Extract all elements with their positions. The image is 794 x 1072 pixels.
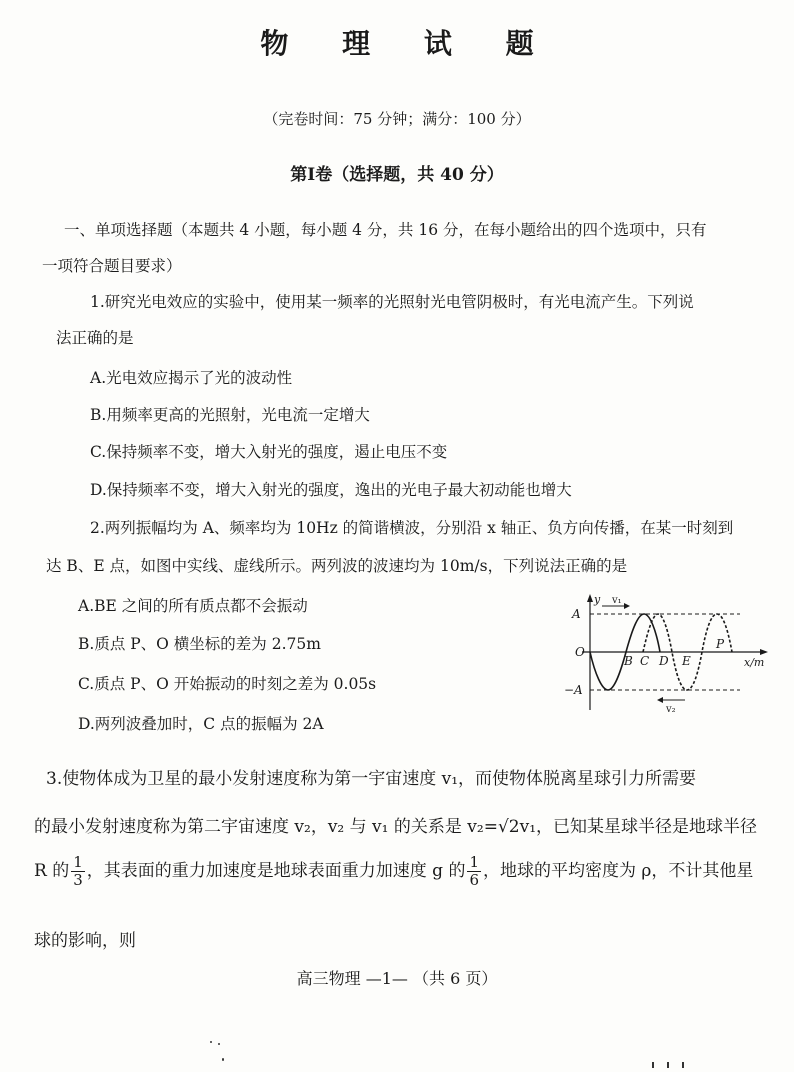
fraction-1-denominator: 3 [73,871,83,889]
point-c-label: C [640,654,650,668]
x-axis-arrow [760,649,768,655]
scan-speck [218,1043,220,1045]
wave-diagram [560,592,774,716]
q2-stem-line1: 2.两列振幅均为 A、频率均为 10Hz 的简谐横波，分别沿 x 轴正、负方向传播，在某一时刻到 [90,519,734,537]
point-p-label: P [716,637,725,651]
fraction-one-sixth [467,854,481,889]
v1-arrowhead [624,603,630,609]
q1-option-d: D.保持频率不变，增大入射光的强度，逸出的光电子最大初动能也增大 [90,481,572,499]
q3-stem-line1: 3.使物体成为卫星的最小发射速度称为第一宇宙速度 v₁，而使物体脱离星球引力所需要 [46,769,697,789]
v2-label: v₂ [666,704,676,715]
point-b-label: B [624,654,633,668]
page-title: 物 理 试 题 [260,27,556,60]
page-footer: 高三物理 —1— （共 6 页） [296,969,498,988]
q3-line3-part-b: ，其表面的重力加速度是地球表面重力加速度 g 的 [86,861,466,881]
q1-stem-line1: 1.研究光电效应的实验中，使用某一频率的光照射光电管阴极时，有光电流产生。下列说 [90,293,694,311]
scan-speck [222,1058,224,1061]
q2-option-c: C.质点 P、O 开始振动的时刻之差为 0.05s [78,675,377,693]
fraction-2-numerator: 1 [469,853,480,871]
section-heading: 第Ⅰ卷（选择题，共 40 分） [290,165,504,185]
q1-option-a: A.光电效应揭示了光的波动性 [90,369,293,387]
point-d-label: D [659,654,669,668]
scan-speck [652,1062,654,1068]
point-e-label: E [682,654,691,668]
q1-option-c: C.保持频率不变，增大入射光的强度，遏止电压不变 [90,443,448,461]
q1-stem-line2: 法正确的是 [56,329,134,347]
v2-arrowhead [657,697,663,703]
y-axis-label: y [594,593,601,606]
q3-stem-line3 [34,854,753,889]
q2-option-b: B.质点 P、O 横坐标的差为 2.75m [78,635,321,653]
q3-stem-line4: 球的影响，则 [34,931,136,951]
fraction-2-denominator: 6 [469,871,480,889]
amplitude-label-positive: A [572,607,581,621]
x-axis-label: x/m [744,656,765,669]
fraction-one-third [71,854,85,889]
y-axis-arrow [587,594,593,602]
q3-stem-line2: 的最小发射速度称为第二宇宙速度 v₂，v₂ 与 v₁ 的关系是 v₂=√2v₁，已知某星球半径是地球半径 [34,817,758,837]
scan-speck [210,1041,212,1043]
q2-stem-line2: 达 B、E 点，如图中实线、虚线所示。两列波的波速均为 10m/s，下列说法正确的是 [46,557,628,575]
q2-option-d: D.两列波叠加时，C 点的振幅为 2A [78,715,324,733]
q3-line3-part-c: ，地球的平均密度为 ρ，不计其他星 [483,861,754,881]
origin-label: O [575,645,585,659]
fraction-1-numerator: 1 [73,853,83,871]
exam-info: （完卷时间：75 分钟；满分：100 分） [263,110,531,128]
part1-instructions-line2: 一项符合题目要求） [42,257,182,275]
v1-label: v₁ [612,595,622,606]
part1-instructions-line1: 一、单项选择题（本题共 4 小题，每小题 4 分，共 16 分，在每小题给出的四个选项中，只有 [64,221,707,239]
q1-option-b: B.用频率更高的光照射，光电流一定增大 [90,406,370,424]
scan-speck [682,1062,684,1068]
q2-option-a: A.BE 之间的所有质点都不会振动 [78,597,308,615]
q3-line3-part-a: R 的 [34,861,70,881]
scan-speck [667,1062,669,1068]
amplitude-label-negative: −A [564,683,583,697]
